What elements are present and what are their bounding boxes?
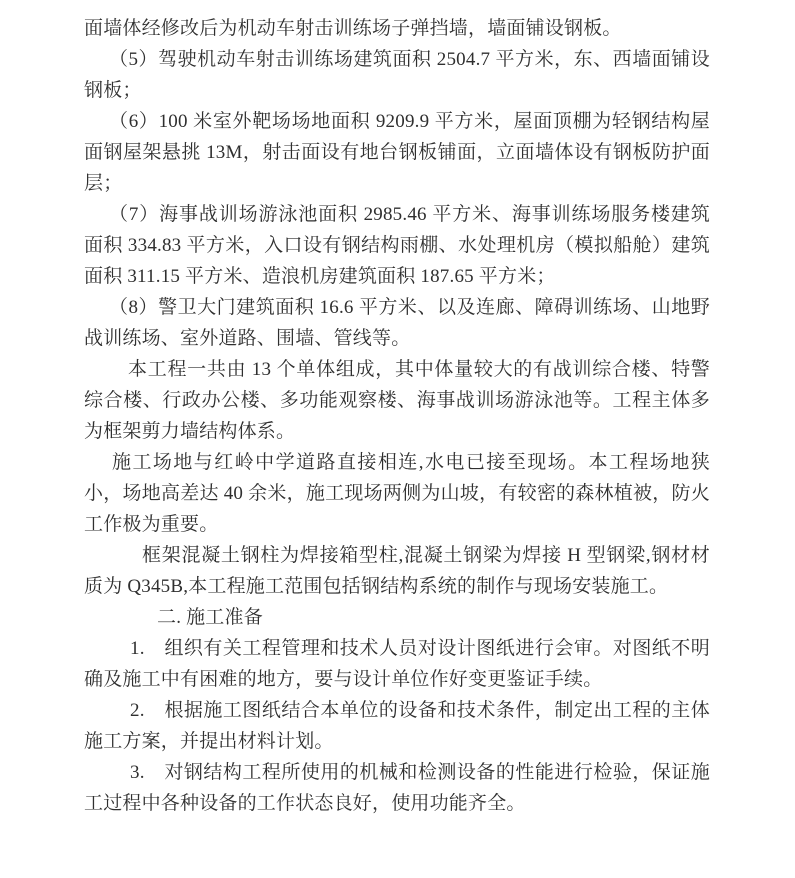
- numbered-item-3: 3. 对钢结构工程所使用的机械和检测设备的性能进行检验，保证施工过程中各种设备的工作状态良好，使用功能齐全。: [84, 762, 710, 814]
- numbered-item-1: 1. 组织有关工程管理和技术人员对设计图纸进行会审。对图纸不明确及施工中有困难的地方，要与设计单位作好变更鉴证手续。: [84, 638, 710, 690]
- paragraph-continuation: 面墙体经修改后为机动车射击训练场子弹挡墙，墙面铺设钢板。: [84, 18, 622, 39]
- list-item-5: （5）驾驶机动车射击训练场建筑面积 2504.7 平方米，东、西墙面铺设钢板；: [84, 49, 710, 101]
- list-item-8: （8）警卫大门建筑面积 16.6 平方米、以及连廊、障碍训练场、山地野战训练场、室外道路、围墙、管线等。: [84, 297, 710, 349]
- numbered-item-2: 2. 根据施工图纸结合本单位的设备和技术条件，制定出工程的主体施工方案，并提出材料计划。: [84, 700, 710, 752]
- paragraph-steel-structure-scope: 框架混凝土钢柱为焊接箱型柱,混凝土钢梁为焊接 H 型钢梁,钢材材质为 Q345B,本工程施工范围包括钢结构系统的制作与现场安装施工。: [84, 545, 710, 597]
- list-item-7: （7）海事战训场游泳池面积 2985.46 平方米、海事训练场服务楼建筑面积 334.83 平方米，入口设有钢结构雨棚、水处理机房（模拟船舱）建筑面积 311.15 平方米、造浪机房建筑面积 187.65 平方米；: [84, 204, 710, 287]
- section-heading-construction-preparation: 二. 施工准备: [157, 607, 263, 628]
- paragraph-site-conditions: 施工场地与红岭中学道路直接相连,水电已接至现场。本工程场地狭小，场地高差达 40 余米，施工现场两侧为山坡，有较密的森林植被，防火工作极为重要。: [84, 452, 710, 535]
- paragraph-project-overview: 本工程一共由 13 个单体组成，其中体量较大的有战训综合楼、特警综合楼、行政办公楼、多功能观察楼、海事战训场游泳池等。工程主体多为框架剪力墙结构体系。: [84, 359, 710, 442]
- list-item-6: （6）100 米室外靶场场地面积 9209.9 平方米，屋面顶棚为轻钢结构屋面钢屋架悬挑 13M，射击面设有地台钢板铺面，立面墙体设有钢板防护面层；: [84, 111, 710, 194]
